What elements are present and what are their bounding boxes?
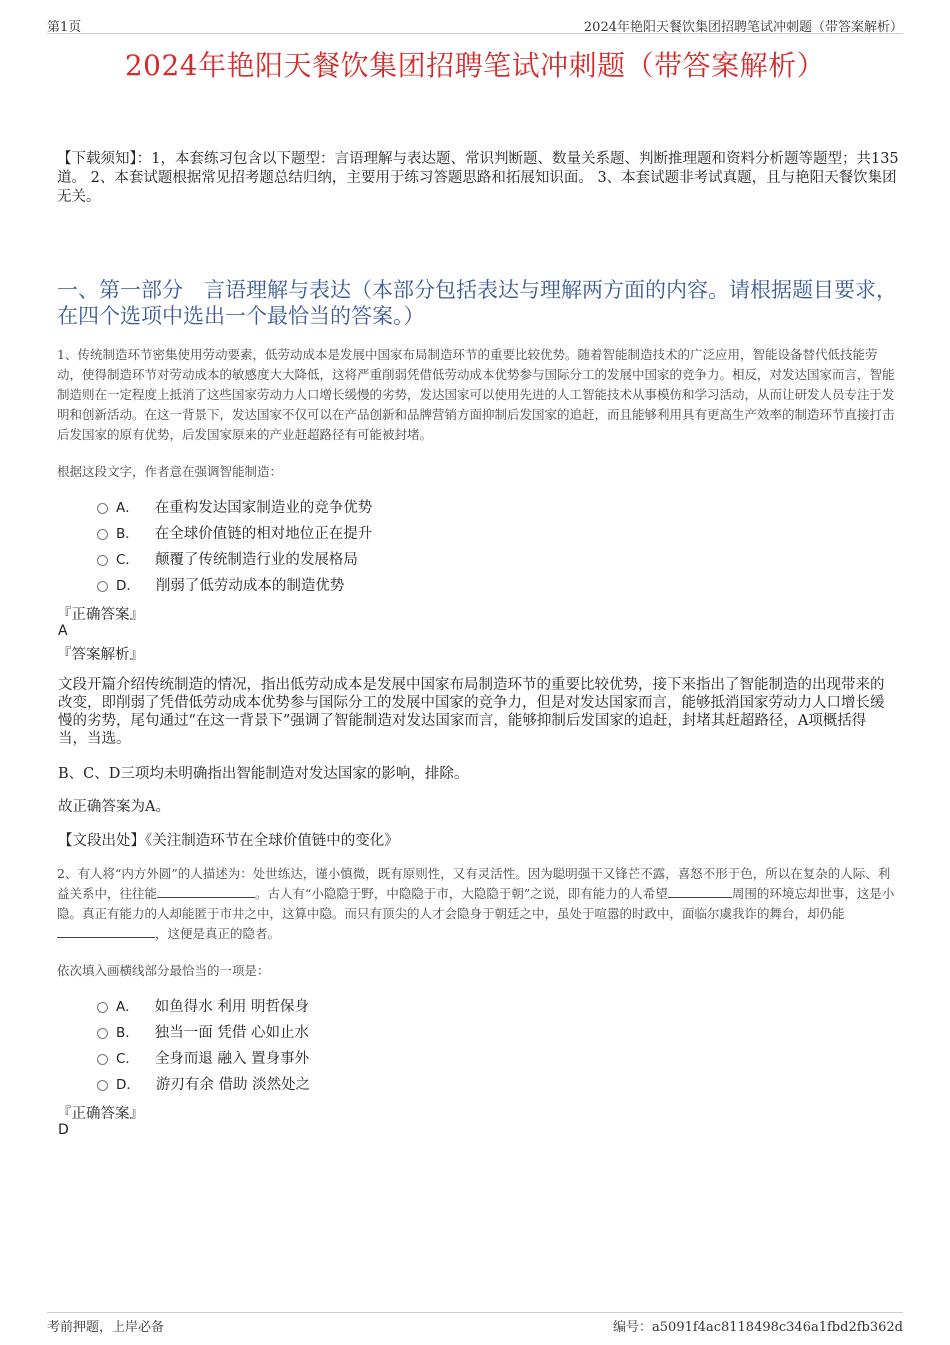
- analysis-conclusion: 故正确答案为A。: [58, 799, 170, 815]
- q2-option-c[interactable]: [97, 1047, 309, 1067]
- radio-button-icon[interactable]: [97, 1080, 108, 1091]
- q2-option-b[interactable]: [97, 1021, 309, 1041]
- correct-answer-label: 『正确答案』: [57, 1106, 144, 1122]
- question-2-part: 周围的环境忘却世事，这是小隐。真正有能力的人却能匿于市井之中，这算中隐。而只有顶尖的人才会隐身于朝廷之中，虽处于喧嚣的时政中，面临尔虞我诈的舞台，却仍能: [57, 886, 895, 921]
- header-doc-title: 2024年艳阳天餐饮集团招聘笔试冲刺题（带答案解析）: [583, 20, 903, 35]
- fill-blank-2: [668, 885, 732, 898]
- question-2-part: 。古人有“小隐隐于野，中隐隐于市，大隐隐于朝”之说，即有能力的人希望: [255, 886, 668, 901]
- analysis-paragraph: B、C、D三项均未明确指出智能制造对发达国家的影响，排除。: [58, 766, 469, 782]
- radio-button-icon[interactable]: [97, 1028, 108, 1039]
- option-text: 削弱了低劳动成本的制造优势: [155, 577, 345, 594]
- section-heading: 一、第一部分 言语理解与表达（本部分包括表达与理解两方面的内容。请根据题目要求，在四个选项中选出一个最恰当的答案。）: [57, 278, 897, 328]
- correct-answer-value: A: [58, 623, 68, 639]
- correct-answer-label: 『正确答案』: [57, 607, 144, 623]
- question-1-prompt: 根据这段文字，作者意在强调智能制造：: [57, 464, 283, 479]
- option-text: 颠覆了传统制造行业的发展格局: [154, 551, 358, 568]
- radio-button-icon[interactable]: [97, 503, 108, 514]
- analysis-paragraph: 文段开篇介绍传统制造的情况，指出低劳动成本是发展中国家布局制造环节的重要比较优势，接下来指出了智能制造的出现带来的改变，即削弱了凭借低劳动成本优势参与国际分工的发展中国家的竞争力，但是对发达国家而言，能够抵消国家劳动力人口增长缓慢的劣势，尾句通过“在这一背景下”强调了智能制造对发达国家而言，能够抑制后发国家的追赶，封堵其赶超路径，A项概括得当，当选。: [58, 677, 885, 747]
- q1-option-b[interactable]: [97, 522, 372, 542]
- q1-option-d[interactable]: [97, 574, 344, 594]
- question-2-prompt: 依次填入画横线部分最恰当的一项是：: [57, 963, 270, 978]
- radio-button-icon[interactable]: [97, 555, 108, 566]
- radio-button-icon[interactable]: [97, 529, 108, 540]
- fill-blank-1: [157, 885, 255, 898]
- document-id: 编号：a5091f4ac8118498c346a1fbd2fb362d: [613, 1320, 903, 1335]
- page-footer: [47, 1312, 903, 1335]
- radio-button-icon[interactable]: [97, 1054, 108, 1065]
- footer-slogan: 考前押题，上岸必备: [47, 1320, 165, 1335]
- option-letter: C．: [116, 552, 139, 568]
- option-text: 如鱼得水 利用 明哲保身: [154, 998, 309, 1015]
- option-letter: B．: [116, 526, 139, 542]
- option-letter: A．: [116, 999, 139, 1015]
- page-header: [47, 14, 903, 34]
- question-2-part: 2、有人将“内方外圆”的人描述为：处世练达，谨小慎微，既有原则性，又有灵活性。因为聪明强干又锋芒不露，喜怒不形于色，所以在复杂的人际、利益关系中，往往能: [57, 866, 891, 901]
- option-letter: C．: [116, 1051, 139, 1067]
- page-number: 第1页: [47, 20, 82, 35]
- correct-answer-value: D: [58, 1122, 69, 1138]
- question-2-text: [57, 864, 897, 944]
- page-title: 2024年艳阳天餐饮集团招聘笔试冲刺题（带答案解析）: [124, 49, 826, 82]
- option-text: 独当一面 凭借 心如止水: [154, 1024, 309, 1041]
- q2-option-a[interactable]: [97, 995, 309, 1015]
- option-letter: B．: [116, 1025, 139, 1041]
- radio-button-icon[interactable]: [97, 581, 108, 592]
- option-text: 在全球价值链的相对地位正在提升: [154, 525, 373, 542]
- option-letter: D．: [116, 1077, 140, 1093]
- option-letter: D．: [116, 578, 140, 594]
- q1-option-c[interactable]: [97, 548, 358, 568]
- option-text: 在重构发达国家制造业的竞争优势: [154, 499, 373, 516]
- radio-button-icon[interactable]: [97, 1002, 108, 1013]
- fill-blank-3: [57, 925, 155, 938]
- download-notice: 【下载须知】：1，本套练习包含以下题型：言语理解与表达题、常识判断题、数量关系题、判断推理题和资料分析题等题型；共135道。 2、本套试题根据常见招考题总结归纳，主要用于练习答题思路和拓展知识面。 3、本套试题非考试真题，且与艳阳天餐饮集团无关。: [57, 151, 899, 205]
- question-1-text: 1、传统制造环节密集使用劳动要素，低劳动成本是发展中国家布局制造环节的重要比较优势。随着智能制造技术的广泛应用，智能设备替代低技能劳动，使得制造环节对劳动成本的敏感度大大降低，这将严重削弱凭借低劳动成本优势参与国际分工的发展中国家的竞争力。相反，对发达国家而言，智能制造则在一定程度上抵消了这些国家劳动力人口增长缓慢的劣势，发达国家可以使用先进的人工智能技术从事模仿和学习活动，从而让研发人员专注于发明和创新活动。在这一背景下，发达国家不仅可以在产品创新和品牌营销方面抑制后发国家的追赶，而且能够利用具有更高生产效率的制造环节直接打击后发国家的原有优势，后发国家原来的产业赶超路径有可能被封堵。: [57, 347, 895, 442]
- option-text: 游刃有余 借助 淡然处之: [155, 1076, 311, 1093]
- option-text: 全身而退 融入 置身事外: [154, 1050, 310, 1067]
- question-2-part: ，这便是真正的隐者。: [155, 926, 281, 941]
- analysis-label: 『答案解析』: [57, 647, 144, 663]
- q1-option-a[interactable]: [97, 496, 372, 516]
- text-source: 【文段出处】《关注制造环节在全球价值链中的变化》: [58, 833, 399, 849]
- q2-option-d[interactable]: [97, 1073, 310, 1093]
- option-letter: A．: [116, 500, 139, 516]
